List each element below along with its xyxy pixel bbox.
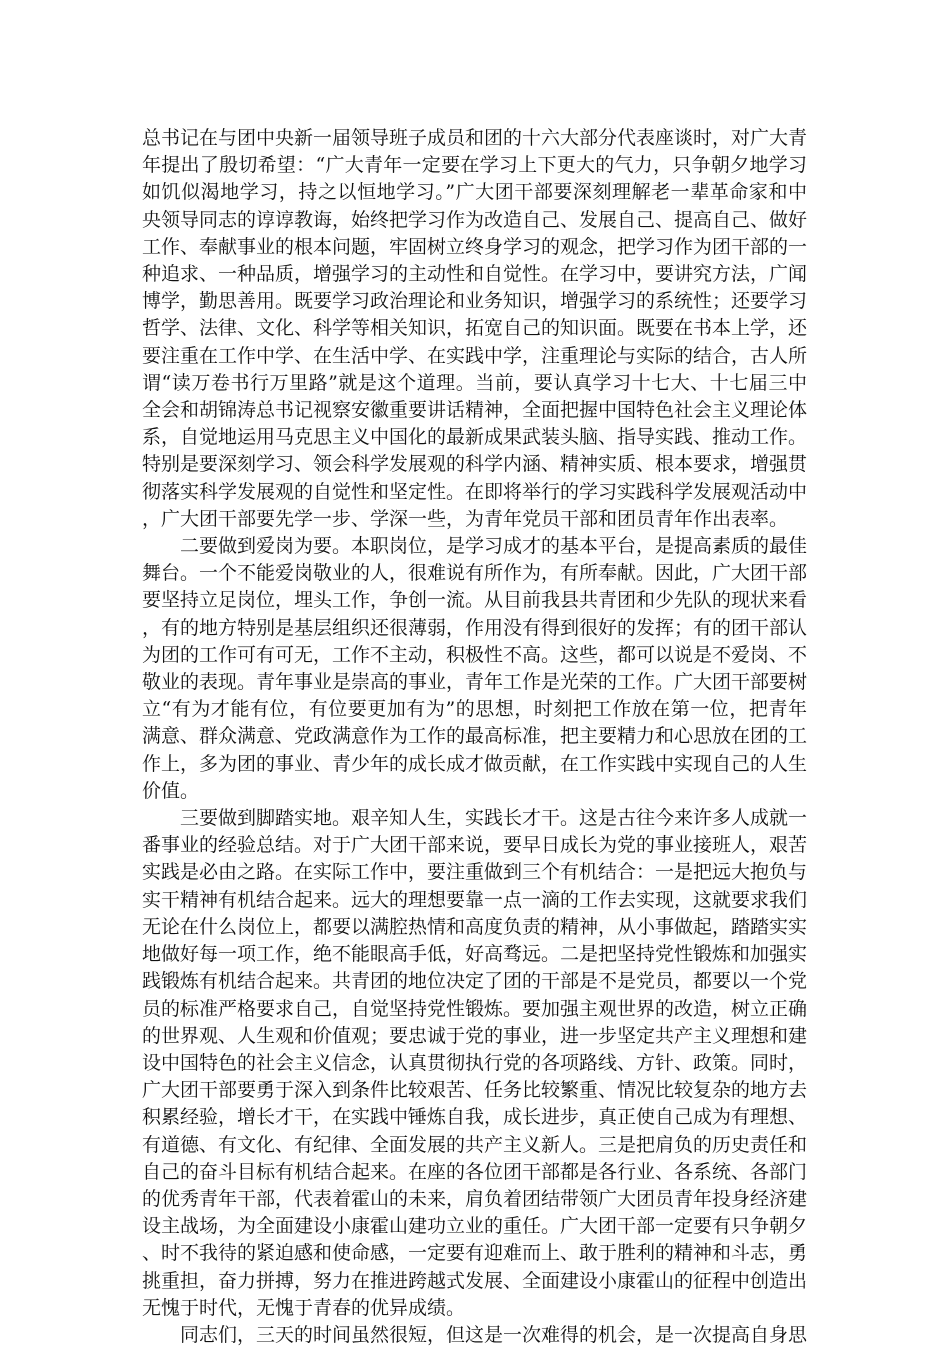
- paragraph-down-to-earth: 三要做到脚踏实地。艰辛知人生，实践长才干。这是古往今来许多人成就一番事业的经验总结。对于广大团干部来说，要早日成长为党的事业接班人，艰苦实践是必由之路。在实际工作中，要注重做到三个有机结合：一是把远大抱负与实干精神有机结合起来。远大的理想要靠一点一滴的工作去实现，这就要求我们无论在什么岗位上，都要以满腔热情和高度负责的精神，从小事做起，踏踏实实地做好每一项工作，绝不能眼高手低，好高骛远。二是把坚持党性锻炼和加强实践锻炼有机结合起来。共青团的地位决定了团的干部是不是党员，都要以一个党员的标准严格要求自己，自觉坚持党性锻炼。要加强主观世界的改造，树立正确的世界观、人生观和价值观；要忠诚于党的事业，进一步坚定共产主义理想和建设中国特色的社会主义信念，认真贯彻执行党的各项路线、方针、政策。同时，广大团干部要勇于深入到条件比较艰苦、任务比较繁重、情况比较复杂的地方去积累经验，增长才干，在实践中锤炼自我，成长进步，真正使自己成为有理想、有道德、有文化、有纪律、全面发展的共产主义新人。三是把肩负的历史责任和自己的奋斗目标有机结合起来。在座的各位团干部都是各行业、各系统、各部门的优秀青年干部，代表着霍山的未来，肩负着团结带领广大团员青年投身经济建设主战场，为全面建设小康霍山建功立业的重任。广大团干部一定要有只争朝夕、时不我待的紧迫感和使命感，一定要有迎难而上、敢于胜利的精神和斗志，勇挑重担，奋力拼搏，努力在推进跨越式发展、全面建设小康霍山的征程中创造出无愧于时代，无愧于青春的优异成绩。: [142, 807, 808, 1319]
- paragraph-study: 总书记在与团中央新一届领导班子成员和团的十六大部分代表座谈时，对广大青年提出了殷切希望：“广大青年一定要在学习上下更大的气力，只争朝夕地学习如饥似渴地学习，持之以恒地学习。”广大团干部要深刻理解老一辈革命家和中央领导同志的谆谆教诲，始终把学习作为改造自己、发展自己、提高自己、做好工作、奉献事业的根本问题，牢固树立终身学习的观念，把学习作为团干部的一种追求、一种品质，增强学习的主动性和自觉性。在学习中，要讲究方法，广闻博学，勤思善用。既要学习政治理论和业务知识，增强学习的系统性；还要学习哲学、法律、文化、科学等相关知识，拓宽自己的知识面。既要在书本上学，还要注重在工作中学、在生活中学、在实践中学，注重理论与实际的结合，古人所谓“读万卷书行万里路”就是这个道理。当前，要认真学习十七大、十七届三中全会和胡锦涛总书记视察安徽重要讲话精神，全面把握中国特色社会主义理论体系，自觉地运用马克思主义中国化的最新成果武装头脑、指导实践、推动工作。特别是要深刻学习、领会科学发展观的科学内涵、精神实质、根本要求，增强贯彻落实科学发展观的自觉性和坚定性。在即将举行的学习实践科学发展观活动中，广大团干部要先学一步、学深一些，为青年党员干部和团员青年作出表率。: [142, 127, 808, 530]
- paragraph-love-job: 二要做到爱岗为要。本职岗位，是学习成才的基本平台，是提高素质的最佳舞台。一个不能爱岗敬业的人，很难说有所作为，有所奉献。因此，广大团干部要坚持立足岗位，埋头工作，争创一流。从目前我县共青团和少先队的现状来看，有的地方特别是基层组织还很薄弱，作用没有得到很好的发挥；有的团干部认为团的工作可有可无，工作不主动，积极性不高。这些，都可以说是不爱岗、不敬业的表现。青年事业是崇高的事业，青年工作是光荣的工作。广大团干部要树立“有为才能有位，有位要更加有为”的思想，时刻把工作放在第一位，把青年满意、群众满意、党政满意作为工作的最高标准，把主要精力和心思放在团的工作上，多为团的事业、青少年的成长成才做贡献，在工作实践中实现自己的人生价值。: [142, 535, 808, 802]
- paragraph-comrades: 同志们，三天的时间虽然很短，但这是一次难得的机会，是一次提高自身思: [180, 1323, 808, 1346]
- body-text: [142, 125, 807, 1349]
